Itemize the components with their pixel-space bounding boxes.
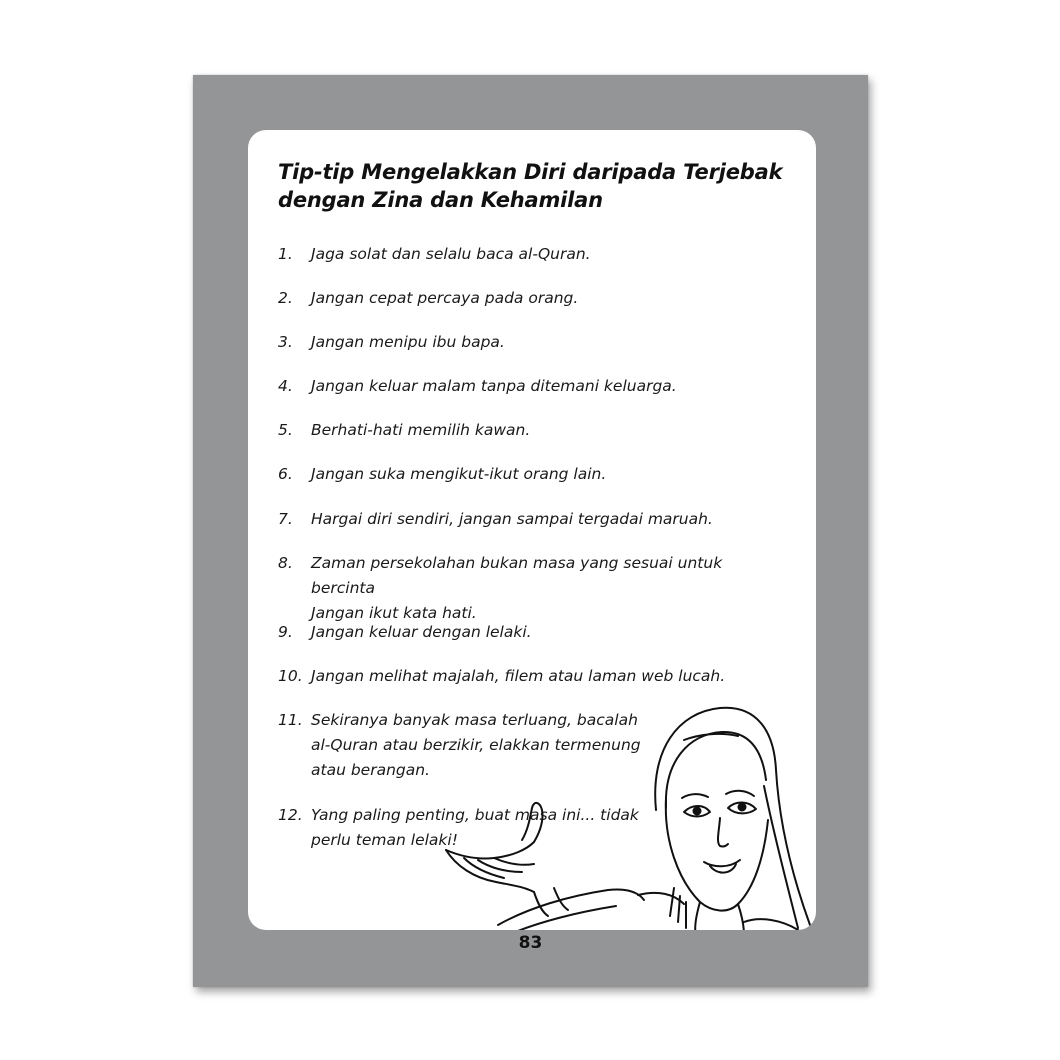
tip-number: 10.	[278, 667, 303, 685]
page-title: Tip-tip Mengelakkan Diri daripada Terjebak dengan Zina dan Kehamilan	[278, 160, 783, 212]
tip-number: 5.	[278, 421, 293, 439]
hijab-girl-illustration	[438, 690, 816, 930]
tip-text: Sekiranya banyak masa terluang, bacalah al-Quran atau berzikir, elakkan termenung atau berangan.	[311, 711, 641, 779]
tip-number: 8.	[278, 554, 293, 572]
tip-text: Hargai diri sendiri, jangan sampai tergadai maruah.	[311, 510, 713, 528]
tip-number: 7.	[278, 510, 293, 528]
tip-text: Jangan melihat majalah, filem atau laman web lucah.	[311, 667, 726, 685]
tip-text: Jangan keluar dengan lelaki.	[311, 623, 532, 641]
tip-number: 6.	[278, 465, 293, 483]
tip-number: 9.	[278, 623, 293, 641]
page-number: 83	[518, 933, 543, 953]
tip-text: Jangan suka mengikut-ikut orang lain.	[311, 465, 607, 483]
tip-number: 12.	[278, 806, 303, 824]
tip-text: Yang paling penting, buat masa ini... tidak perlu teman lelaki!	[311, 806, 639, 849]
content-card	[248, 130, 816, 930]
tip-text: Jaga solat dan selalu baca al-Quran.	[311, 245, 591, 263]
tip-text: Zaman persekolahan bukan masa yang sesuai untuk bercinta Jangan ikut kata hati.	[311, 554, 723, 622]
tip-number: 4.	[278, 377, 293, 395]
tip-text: Jangan cepat percaya pada orang.	[311, 289, 579, 307]
tip-text: Jangan keluar malam tanpa ditemani keluarga.	[311, 377, 677, 395]
tip-text: Berhati-hati memilih kawan.	[311, 421, 531, 439]
book-page	[193, 75, 868, 987]
tip-number: 11.	[278, 711, 303, 729]
tip-number: 1.	[278, 245, 293, 263]
tip-number: 3.	[278, 333, 293, 351]
tip-number: 2.	[278, 289, 293, 307]
tip-text: Jangan menipu ibu bapa.	[311, 333, 505, 351]
